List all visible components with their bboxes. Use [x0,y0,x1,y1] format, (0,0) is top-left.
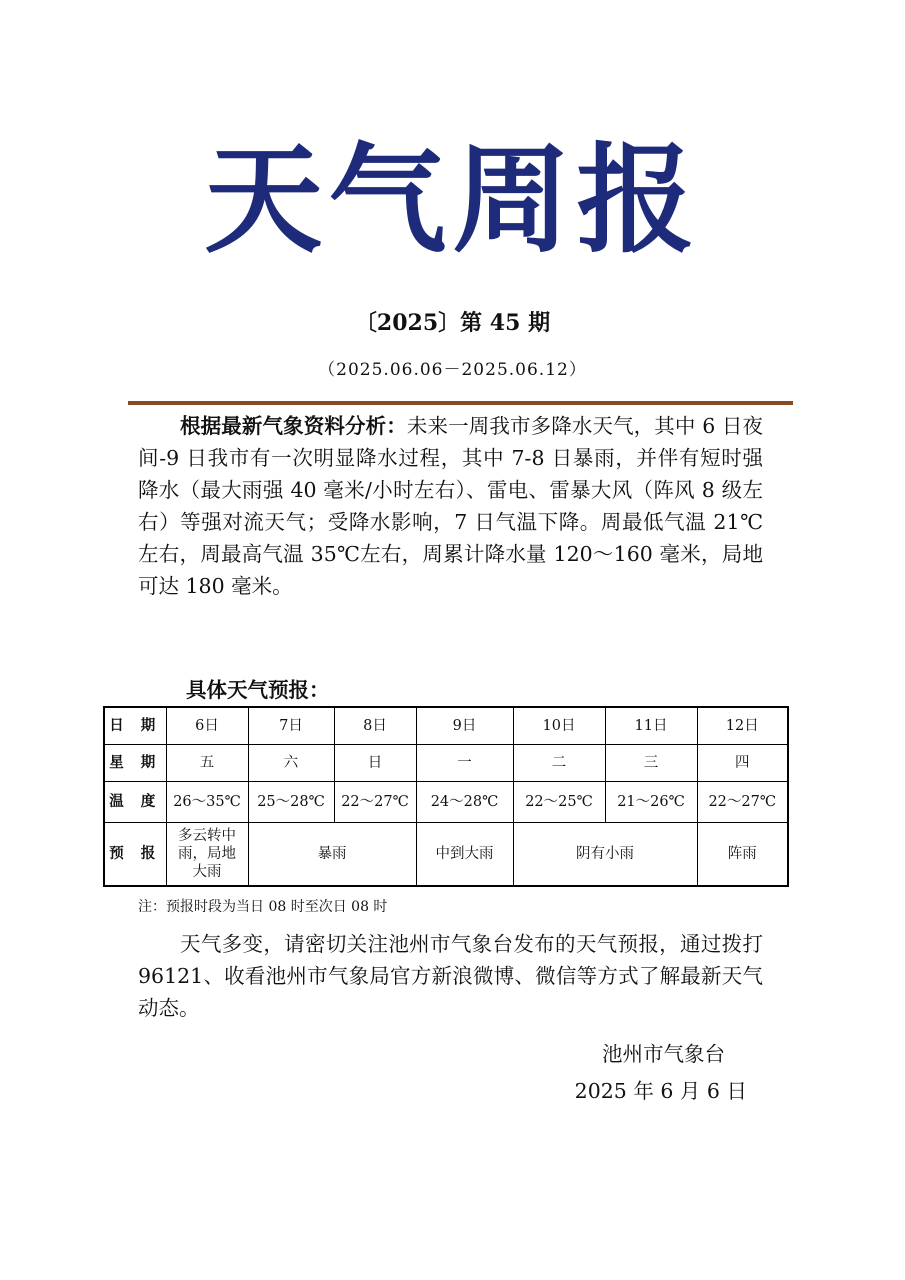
weekday-cell: 二 [513,745,605,782]
temperature-cell: 26～35℃ [166,782,248,823]
forecast-cell: 中到大雨 [416,823,513,887]
table-row-weekday [104,745,788,782]
advice-text: 天气多变，请密切关注池州市气象台发布的天气预报，通过拨打 96121、收看池州市气象局官方新浪微博、微信等方式了解最新天气动态。 [138,932,763,1020]
table-note: 注：预报时段为当日 08 时至次日 08 时 [138,899,388,915]
forecast-cell: 阴有小雨 [513,823,697,887]
weekday-cell: 五 [166,745,248,782]
weekday-cell: 六 [248,745,334,782]
date-cell: 8日 [334,707,416,745]
issuer-name: 池州市气象台 [602,1042,725,1066]
temperature-cell: 22～27℃ [334,782,416,823]
report-masthead: 天气周报 [204,130,701,269]
date-cell: 12日 [697,707,788,745]
header-divider [128,401,793,405]
weekday-cell: 日 [334,745,416,782]
summary-text: 未来一周我市多降水天气，其中 6 日夜间-9 日我市有一次明显降水过程，其中 7-8 日暴雨，并伴有短时强降水（最大雨强 40 毫米/小时左右）、雷电、雷暴大风（阵风 8 级左右）等强对流天气；受降水影响，7 日气温下降。周最低气温 21℃左右，周最高气温 35℃左右，周累计降水量 120～160 毫米，局地可达 180 毫米。 [138,414,763,598]
temperature-cell: 22～25℃ [513,782,605,823]
date-cell: 11日 [605,707,697,745]
weekday-cell: 一 [416,745,513,782]
temperature-cell: 25～28℃ [248,782,334,823]
row-label-temperature: 温 度 [104,782,166,823]
temperature-cell: 24～28℃ [416,782,513,823]
temperature-cell: 22～27℃ [697,782,788,823]
forecast-table [103,706,789,887]
date-cell: 9日 [416,707,513,745]
summary-paragraph [138,410,763,602]
issue-date: 2025 年 6 月 6 日 [574,1079,747,1103]
weekday-cell: 四 [697,745,788,782]
table-row-forecast [104,823,788,887]
date-cell: 7日 [248,707,334,745]
date-cell: 10日 [513,707,605,745]
row-label-forecast: 预 报 [104,823,166,887]
issue-number: 〔2025〕第 45 期 [354,310,551,336]
table-row-temperature [104,782,788,823]
forecast-cell: 阵雨 [697,823,788,887]
forecast-period: （2025.06.06－2025.06.12） [318,360,587,380]
temperature-cell: 21～26℃ [605,782,697,823]
summary-lead: 根据最新气象资料分析： [180,414,407,438]
forecast-cell: 暴雨 [248,823,416,887]
row-label-date: 日 期 [104,707,166,745]
date-cell: 6日 [166,707,248,745]
forecast-heading: 具体天气预报： [186,678,330,702]
row-label-weekday: 星 期 [104,745,166,782]
weekday-cell: 三 [605,745,697,782]
forecast-cell: 多云转中雨，局地大雨 [166,823,248,887]
table-row-date [104,707,788,745]
advice-paragraph [138,928,763,1024]
